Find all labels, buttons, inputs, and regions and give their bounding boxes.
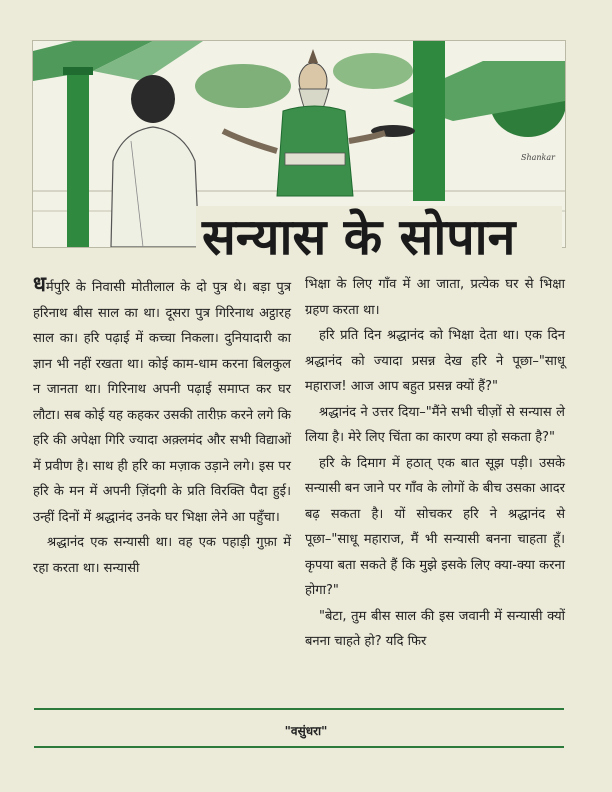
right-column <box>305 272 565 655</box>
story-title: सन्यास के सोपान <box>196 206 562 268</box>
drop-cap: ध <box>33 272 46 296</box>
paragraph: "बेटा, तुम बीस साल की इस जवानी में सन्यासी क्यों बनना चाहते हो? यदि फिर <box>305 608 565 649</box>
left-column <box>33 272 291 581</box>
paragraph-text: र्मपुरि के निवासी मोतीलाल के दो पुत्र थे। बड़ा पुत्र हरिनाथ बीस साल का था। दूसरा पुत्र गिरिनाथ अट्ठारह साल का। हरि पढ़ाई में कच्चा निकला। दुनियादारी का ज्ञान भी नहीं रखता था। कोई काम-धाम करना बिलकुल न जानता था। गिरिनाथ अपनी पढ़ाई समाप्त कर घर लौटा। सब कोई यह कहकर उसकी तारीफ़ करने लगे कि हरि की अपेक्षा गिरि ज्यादा अक़्लमंद और सभी विद्याओं में प्रवीण है। साथ ही हरि का मज़ाक उड़ाने लगे। इस पर हरि के मन में अपनी ज़िंदगी के प्रति विरक्ति पैदा हुई। उन्हीं दिनों में श्रद्धानंद उनके घर भिक्षा लेने आ पहुँचा। <box>33 280 291 525</box>
paragraph: हरि के दिमाग में हठात् एक बात सूझ पड़ी। उसके सन्यासी बन जाने पर गाँव के लोगों के बीच उसका आदर बढ़ सकता है। यों सोचकर हरि ने श्रद्धानंद से पूछा–"साधू महाराज, मैं भी सन्यासी बनना चाहता हूँ। कृपया बता सकते हैं कि मुझे इसके लिए क्या-क्या करना होगा?" <box>305 455 565 598</box>
magazine-name: "वसुंधरा" <box>284 724 328 738</box>
footer-rule-top <box>34 708 564 710</box>
paragraph: श्रद्धानंद ने उत्तर दिया–"मैंने सभी चीज़ों से सन्यास ले लिया है। मेरे लिए चिंता का कारण क्या हो सकता है?" <box>305 404 565 445</box>
footer-rule-bottom <box>34 746 564 748</box>
paragraph: श्रद्धानंद एक सन्यासी था। वह एक पहाड़ी गुफ़ा में रहा करता था। सन्यासी <box>33 535 291 576</box>
paragraph: भिक्षा के लिए गाँव में आ जाता, प्रत्येक घर से भिक्षा ग्रहण करता था। <box>305 277 565 318</box>
illustrator-signature: Shankar <box>521 153 555 162</box>
paragraph <box>33 272 291 530</box>
paragraph: हरि प्रति दिन श्रद्धानंद को भिक्षा देता था। एक दिन श्रद्धानंद को ज्यादा प्रसन्न देख हरि ने पूछा–"साधू महाराज! आज आप बहुत प्रसन्न क्यों हैं?" <box>305 328 565 394</box>
